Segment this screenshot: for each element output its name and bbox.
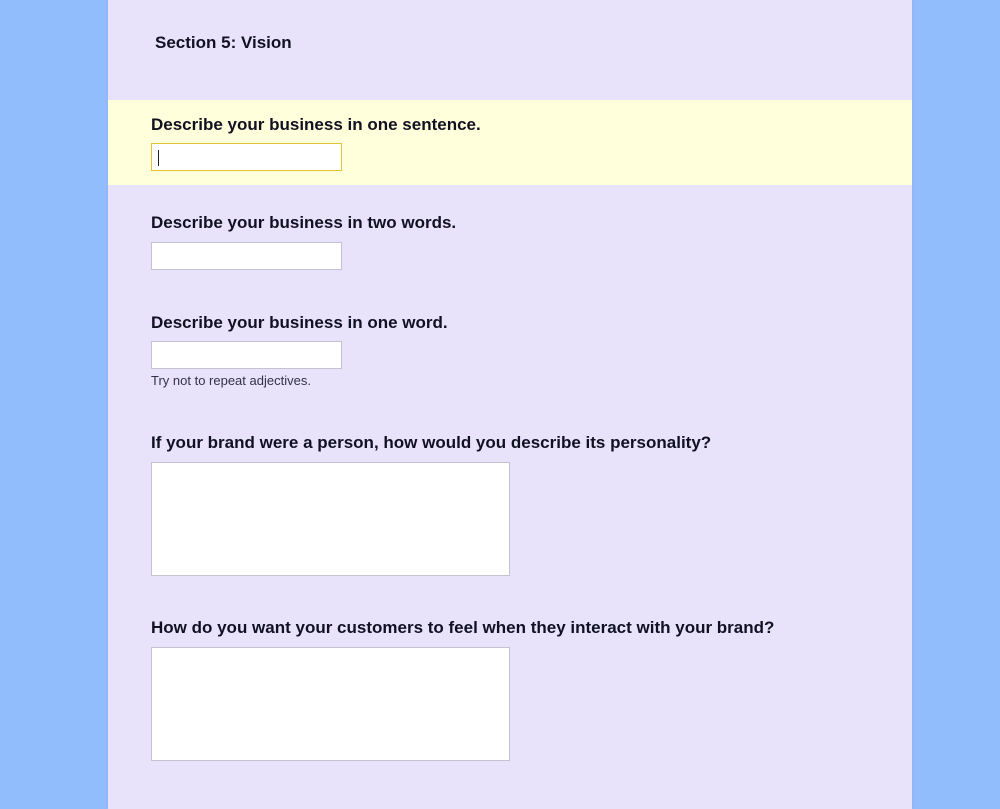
- question-label: Describe your business in one sentence.: [151, 115, 481, 134]
- section-title: Section 5: Vision: [155, 33, 292, 52]
- question-two-words: [108, 185, 912, 285]
- one-word-input[interactable]: [151, 341, 342, 369]
- two-words-input[interactable]: [151, 242, 342, 270]
- field-hint: Try not to repeat adjectives.: [151, 373, 311, 388]
- question-one-word: [108, 285, 912, 405]
- question-label: Describe your business in two words.: [151, 213, 457, 232]
- question-label: Describe your business in one word.: [151, 313, 448, 332]
- question-customer-feeling: [108, 590, 912, 770]
- form-page: [108, 0, 912, 809]
- brand-personality-textarea[interactable]: [151, 462, 510, 576]
- customer-feeling-textarea[interactable]: [151, 647, 510, 761]
- text-caret: [158, 150, 159, 166]
- question-one-sentence: [108, 100, 912, 185]
- question-label: If your brand were a person, how would you describe its personality?: [151, 433, 712, 452]
- question-label: How do you want your customers to feel when they interact with your brand?: [151, 618, 775, 637]
- question-brand-personality: [108, 405, 912, 585]
- one-sentence-input[interactable]: [151, 143, 342, 171]
